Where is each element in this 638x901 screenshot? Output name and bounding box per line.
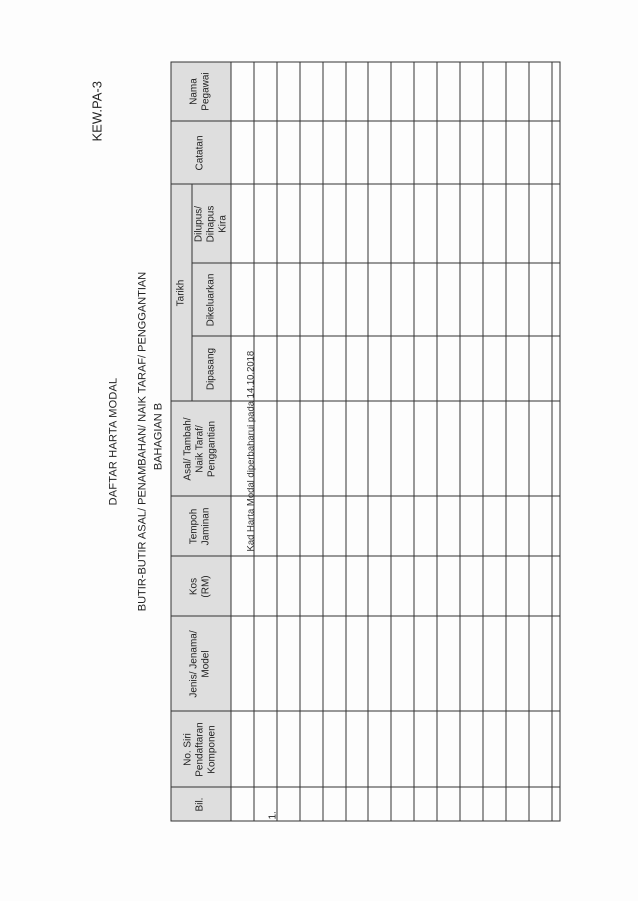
row-line — [459, 61, 460, 821]
row-line — [482, 61, 483, 821]
header-dipasang: Dipasang — [204, 347, 216, 390]
row-line — [299, 61, 300, 821]
table-border-bottom — [559, 61, 560, 821]
row-line — [505, 61, 506, 821]
header-asal: Asal/ Tambah/ Naik Taraf/ Penggantian — [182, 416, 217, 481]
document-title: DAFTAR HARTA MODAL — [107, 377, 119, 505]
row-line — [413, 61, 414, 821]
header-bil: Bil. — [194, 797, 205, 811]
header-tarikh: Tarikh — [174, 279, 186, 306]
row-line — [367, 61, 368, 821]
header-tempoh: Tempoh Jaminan — [188, 507, 211, 545]
asset-table — [170, 61, 560, 821]
header-kos: Kos (RM) — [188, 574, 211, 598]
header-nama-pegawai: Nama Pegawai — [188, 71, 211, 111]
row-line — [322, 61, 323, 821]
header-dilupus: Dilupus/ Dihapus Kira — [192, 205, 228, 242]
row-line — [345, 61, 346, 821]
row-line — [276, 61, 277, 821]
document-subtitle: BUTIR-BUTIR ASAL/ PENAMBAHAN/ NAIK TARAF/ PENGGANTIAN — [136, 271, 148, 611]
header-dikeluarkan: Dikeluarkan — [204, 273, 216, 326]
document-code: KEW.PA-3 — [89, 80, 104, 141]
section-label: BAHAGIAN B — [152, 402, 164, 470]
header-catatan: Catatan — [194, 134, 205, 171]
row-line — [551, 61, 552, 821]
row-line — [436, 61, 437, 821]
row-line — [528, 61, 529, 821]
header-jenis: Jenis/ Jenama/ Model — [188, 629, 211, 698]
renewal-note: Kad Harta Modal diperbaharui pada 14.10.2018 — [245, 350, 256, 551]
row-line — [390, 61, 391, 821]
row-number: 1. — [267, 810, 278, 819]
header-no-siri: No. Siri Pendaftaran Komponen — [182, 721, 217, 777]
